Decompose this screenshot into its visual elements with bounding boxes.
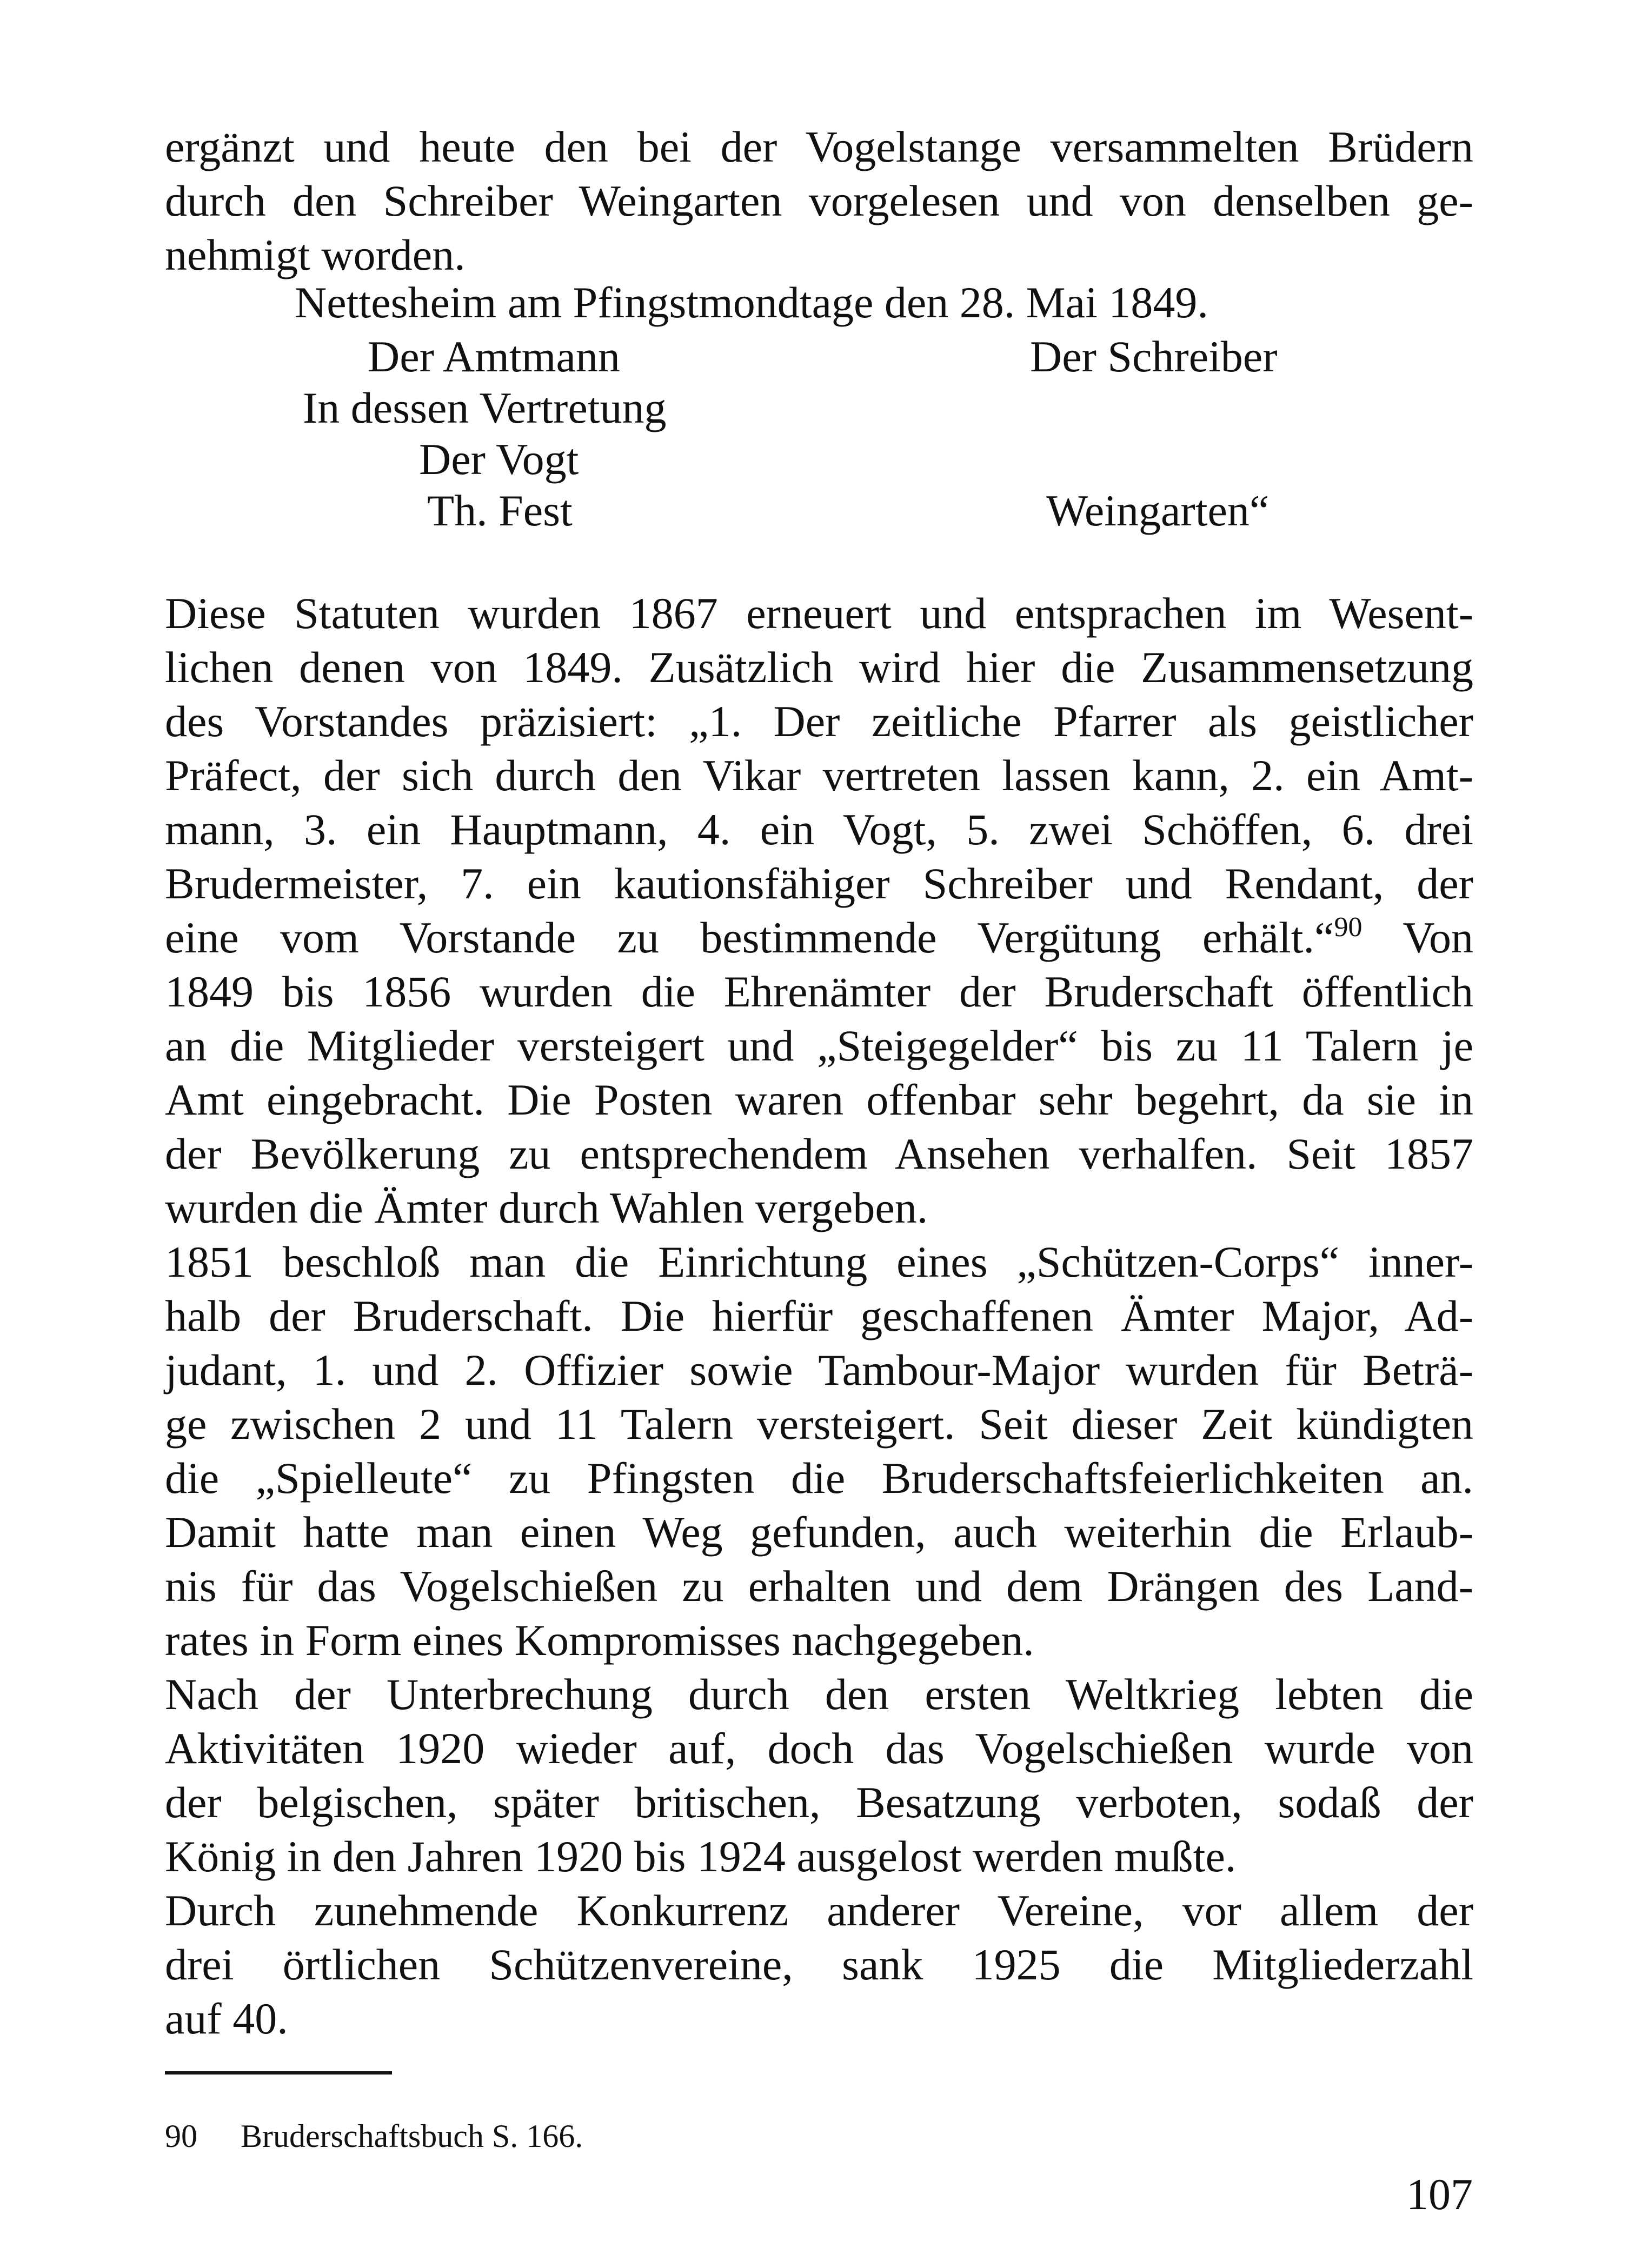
- signature-place-date: Nettesheim am Pfingstmondtage den 28. Mai 1849.: [295, 278, 1208, 327]
- signature-vogt: Der Vogt: [419, 435, 579, 484]
- text-line: ergänzt und heute den bei der Vogelstange versammelten Brüdern: [165, 122, 1473, 171]
- text-line: Amt eingebracht. Die Posten waren offenbar sehr begehrt, da sie in: [165, 1075, 1473, 1124]
- footnote-text: Bruderschaftsbuch S. 166.: [241, 2118, 583, 2154]
- text-line: mann, 3. ein Hauptmann, 4. ein Vogt, 5. zwei Schöffen, 6. drei: [165, 805, 1473, 854]
- text-line: des Vorstandes präzisiert: „1. Der zeitliche Pfarrer als geistlicher: [165, 697, 1473, 746]
- text-line: König in den Jahren 1920 bis 1924 ausgelost werden mußte.: [165, 1832, 1237, 1881]
- text-line: Nach der Unterbrechung durch den ersten Weltkrieg lebten die: [165, 1670, 1473, 1719]
- text-line: 1849 bis 1856 wurden die Ehrenämter der Bruderschaft öffentlich: [165, 967, 1473, 1016]
- signature-schreiber: Der Schreiber: [1030, 332, 1278, 381]
- signature-weingarten: Weingarten“: [1046, 486, 1270, 535]
- text-line: drei örtlichen Schützenvereine, sank 1925 die Mitgliederzahl: [165, 1940, 1473, 1989]
- footnote-ref: 90: [1334, 912, 1362, 943]
- signature-amtmann: Der Amtmann: [368, 332, 620, 381]
- text-line: der Bevölkerung zu entsprechendem Ansehen verhalfen. Seit 1857: [165, 1129, 1473, 1178]
- footnote-number: 90: [165, 2118, 197, 2154]
- footnote: [165, 2114, 583, 2158]
- text-line: halb der Bruderschaft. Die hierfür geschaffenen Ämter Major, Ad-: [165, 1291, 1473, 1340]
- page-number: 107: [1406, 2170, 1473, 2219]
- text-line: auf 40.: [165, 1994, 288, 2043]
- text-segment: eine vom Vorstande zu bestimmende Vergütung erhält.“: [165, 913, 1334, 962]
- text-line: nehmigt worden.: [165, 230, 466, 279]
- text-line: Präfect, der sich durch den Vikar vertreten lassen kann, 2. ein Amt-: [165, 751, 1473, 800]
- text-line: wurden die Ämter durch Wahlen vergeben.: [165, 1183, 928, 1232]
- text-line: Durch zunehmende Konkurrenz anderer Vereine, vor allem der: [165, 1886, 1473, 1935]
- text-line: Damit hatte man einen Weg gefunden, auch weiterhin die Erlaub-: [165, 1507, 1473, 1557]
- text-line: der belgischen, später britischen, Besatzung verboten, sodaß der: [165, 1778, 1473, 1827]
- signature-fest: Th. Fest: [427, 486, 573, 535]
- text-line: nis für das Vogelschießen zu erhalten und dem Drängen des Land-: [165, 1562, 1473, 1611]
- text-line: Aktivitäten 1920 wieder auf, doch das Vogelschießen wurde von: [165, 1724, 1473, 1773]
- text-line: an die Mitglieder versteigert und „Steigegelder“ bis zu 11 Talern je: [165, 1021, 1473, 1070]
- text-line: judant, 1. und 2. Offizier sowie Tambour-Major wurden für Beträ-: [165, 1345, 1473, 1395]
- footnote-divider: [165, 2071, 392, 2074]
- signature-vertretung: In dessen Vertretung: [303, 383, 667, 432]
- text-line: durch den Schreiber Weingarten vorgelesen und von denselben ge-: [165, 176, 1473, 225]
- text-line: Brudermeister, 7. ein kautionsfähiger Schreiber und Rendant, der: [165, 859, 1473, 908]
- text-line: rates in Form eines Kompromisses nachgegeben.: [165, 1616, 1034, 1665]
- text-segment: Von: [1362, 913, 1473, 962]
- text-line: lichen denen von 1849. Zusätzlich wird hier die Zusammensetzung: [165, 643, 1473, 692]
- text-line: 1851 beschloß man die Einrichtung eines „Schützen-Corps“ inner-: [165, 1237, 1473, 1286]
- text-line: Diese Statuten wurden 1867 erneuert und entsprachen im Wesent-: [165, 589, 1473, 638]
- text-line-with-footnote-ref: [165, 911, 1473, 965]
- text-line: ge zwischen 2 und 11 Talern versteigert. Seit dieser Zeit kündigten: [165, 1399, 1473, 1449]
- text-line: die „Spielleute“ zu Pfingsten die Bruderschaftsfeierlichkeiten an.: [165, 1453, 1473, 1503]
